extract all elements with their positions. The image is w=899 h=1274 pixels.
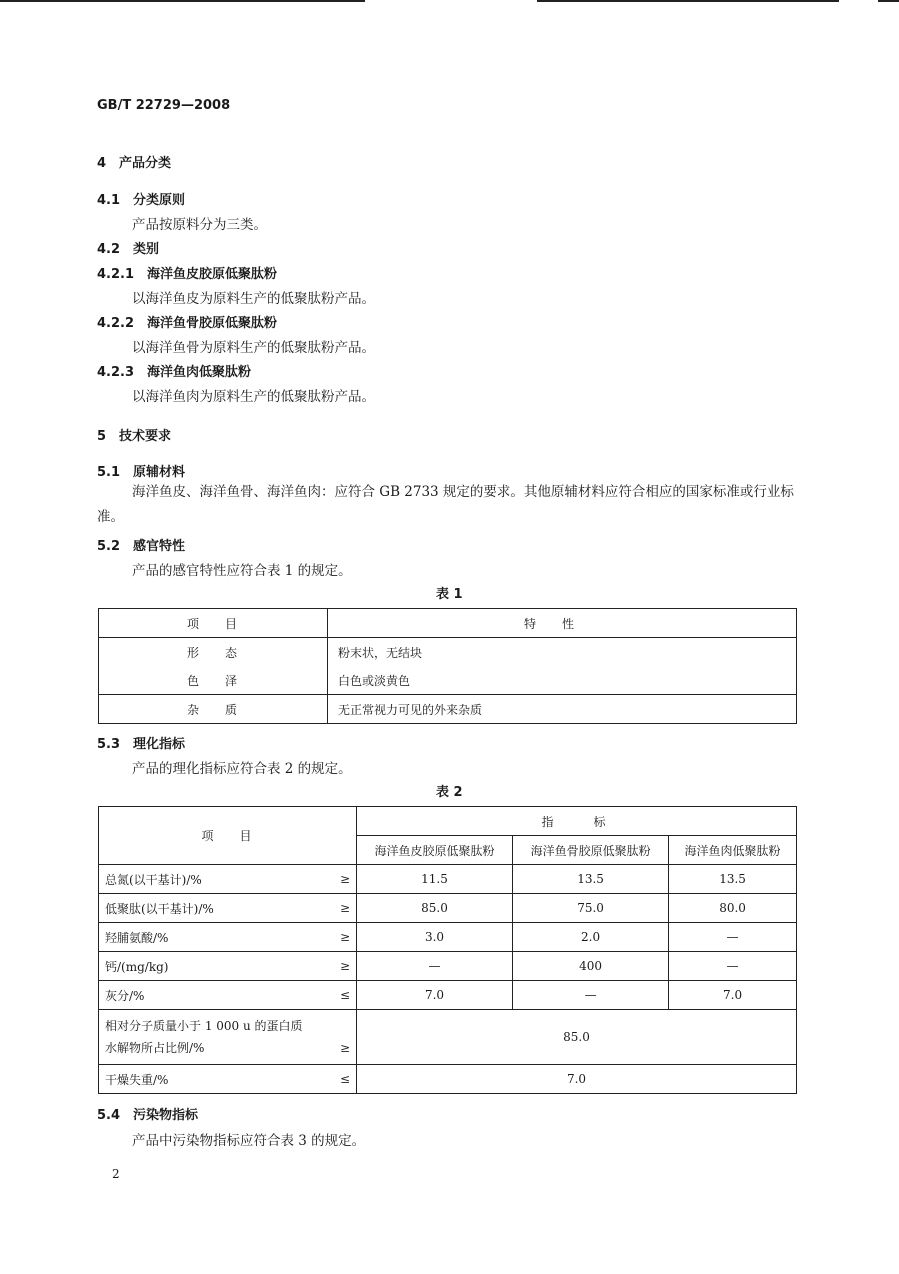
- table-2-row-label: 灰分/%: [105, 988, 145, 1003]
- table-2-row-label: 钙/(mg/kg): [105, 959, 169, 974]
- section-4-2-2-title: 4.2.2 海洋鱼骨胶原低聚肽粉: [97, 316, 278, 331]
- comparison-symbol: ≥: [339, 959, 350, 973]
- section-5-title: 5 技术要求: [97, 429, 172, 444]
- table-cell: 85.0: [357, 1010, 797, 1065]
- table-1-row-1-value: 粉末状，无结块: [338, 645, 423, 660]
- section-4-2-3-title: 4.2.3 海洋鱼肉低聚肽粉: [97, 365, 252, 380]
- section-4-2-2-body: 以海洋鱼骨为原料生产的低聚肽粉产品。: [132, 340, 375, 356]
- table-2-row-label: 低聚肽(以干基计)/%: [105, 901, 214, 916]
- table-2-col-fish-skin: 海洋鱼皮胶原低聚肽粉: [357, 836, 513, 865]
- table-2-row-label-line-2: 水解物所占比例/%: [105, 1041, 205, 1055]
- table-1-row-2-value: 白色或淡黄色: [328, 666, 797, 695]
- table-row: [99, 952, 797, 981]
- table-2-row-label-line-1: 相对分子质量小于 1 000 u 的蛋白质: [105, 1019, 303, 1033]
- table-2-caption: 表 2: [436, 785, 463, 800]
- section-5-1-body: 海洋鱼皮、海洋鱼骨、海洋鱼肉：应符合 GB 2733 规定的要求。其他原辅材料应符合相应的国家标准或行业标准。: [97, 484, 794, 525]
- table-1-row-1-item: 形态: [99, 638, 328, 667]
- table-cell: —: [513, 981, 669, 1010]
- table-row: [99, 894, 797, 923]
- table-cell: 85.0: [357, 894, 513, 923]
- table-cell: 7.0: [357, 1065, 797, 1094]
- table-row: [99, 1010, 797, 1065]
- table-2-row-label: 羟脯氨酸/%: [105, 930, 169, 945]
- table-1-header-item: 项目: [99, 609, 328, 638]
- table-row: [99, 865, 797, 894]
- top-rule-edge: [878, 0, 899, 2]
- section-4-1-title: 4.1 分类原则: [97, 193, 186, 208]
- table-cell: 7.0: [357, 981, 513, 1010]
- table-1-row-3-item: 杂质: [99, 695, 328, 724]
- table-cell: —: [669, 923, 797, 952]
- table-2-header-index: 指标: [357, 807, 797, 836]
- table-row: [99, 695, 797, 724]
- section-5-3-body: 产品的理化指标应符合表 2 的规定。: [132, 761, 352, 777]
- section-4-2-1-body: 以海洋鱼皮为原料生产的低聚肽粉产品。: [132, 291, 375, 307]
- table-1: [98, 608, 797, 724]
- table-cell: —: [357, 952, 513, 981]
- section-5-1-title: 5.1 原辅材料: [97, 465, 186, 480]
- table-1-row-3-value: 无正常视力可见的外来杂质: [338, 702, 483, 717]
- table-cell: 80.0: [669, 894, 797, 923]
- table-cell: 11.5: [357, 865, 513, 894]
- table-cell: 13.5: [513, 865, 669, 894]
- table-2-col-fish-meat: 海洋鱼肉低聚肽粉: [669, 836, 797, 865]
- table-cell: 7.0: [669, 981, 797, 1010]
- comparison-symbol: ≤: [339, 988, 350, 1002]
- standard-number: GB/T 22729—2008: [97, 98, 231, 113]
- table-2: [98, 806, 797, 1094]
- comparison-symbol: ≥: [339, 872, 350, 886]
- top-rule-right: [537, 0, 839, 2]
- comparison-symbol: ≥: [339, 930, 350, 944]
- table-row: [99, 666, 797, 695]
- comparison-symbol: ≤: [339, 1072, 350, 1086]
- table-row: [99, 1065, 797, 1094]
- section-5-4-body: 产品中污染物指标应符合表 3 的规定。: [132, 1133, 366, 1149]
- section-5-3-title: 5.3 理化指标: [97, 737, 186, 752]
- section-4-title: 4 产品分类: [97, 156, 172, 171]
- table-row: [99, 981, 797, 1010]
- table-2-row-label: 干燥失重/%: [105, 1072, 169, 1087]
- section-4-1-body: 产品按原料分为三类。: [132, 217, 267, 233]
- table-2-col-fish-bone: 海洋鱼骨胶原低聚肽粉: [513, 836, 669, 865]
- table-1-header-property: 特性: [328, 609, 797, 638]
- table-cell: 3.0: [357, 923, 513, 952]
- table-2-header-row-1: [99, 807, 797, 836]
- table-row: [99, 923, 797, 952]
- table-cell: 400: [513, 952, 669, 981]
- section-4-2-1-title: 4.2.1 海洋鱼皮胶原低聚肽粉: [97, 267, 278, 282]
- table-row: [99, 638, 797, 667]
- table-1-header-row: [99, 609, 797, 638]
- table-2-header-item: 项目: [99, 807, 357, 865]
- table-cell: 75.0: [513, 894, 669, 923]
- top-rule-left: [0, 0, 365, 2]
- table-1-caption: 表 1: [436, 587, 463, 602]
- section-5-2-title: 5.2 感官特性: [97, 539, 186, 554]
- table-cell: 13.5: [669, 865, 797, 894]
- table-cell: —: [669, 952, 797, 981]
- comparison-symbol: ≥: [339, 1040, 350, 1055]
- table-1-row-2-item: 色泽: [99, 666, 328, 695]
- table-2-row-label: 总氮(以干基计)/%: [105, 872, 202, 887]
- page-number: 2: [112, 1167, 120, 1181]
- table-cell: 2.0: [513, 923, 669, 952]
- section-5-4-title: 5.4 污染物指标: [97, 1108, 199, 1123]
- section-4-2-3-body: 以海洋鱼肉为原料生产的低聚肽粉产品。: [132, 389, 375, 405]
- section-4-2-title: 4.2 类别: [97, 242, 160, 257]
- comparison-symbol: ≥: [339, 901, 350, 915]
- section-5-2-body: 产品的感官特性应符合表 1 的规定。: [132, 563, 352, 579]
